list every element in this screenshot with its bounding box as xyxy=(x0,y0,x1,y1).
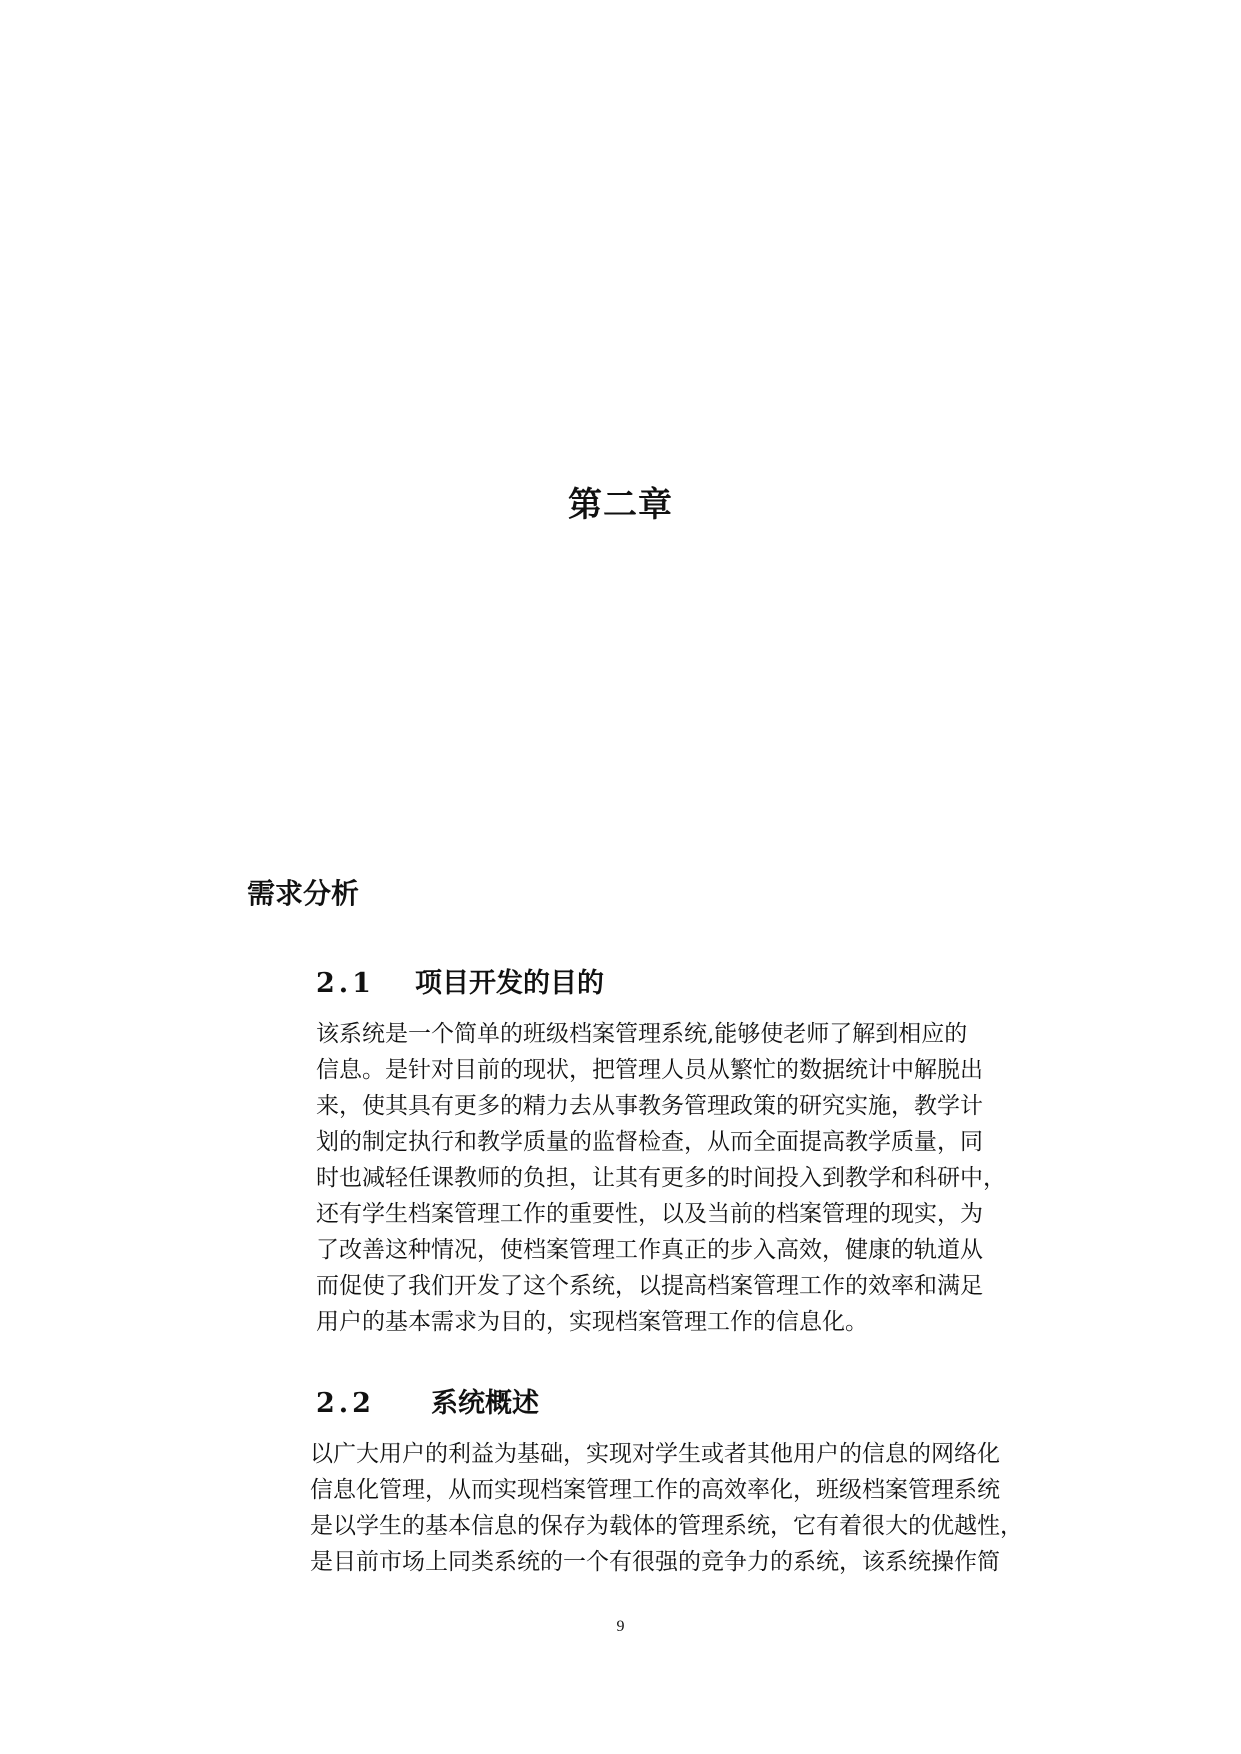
paragraph-line: 来，使其具有更多的精力去从事教务管理政策的研究实施，教学计 xyxy=(316,1093,983,1119)
paragraph-line: 是目前市场上同类系统的一个有很强的竞争力的系统，该系统操作简 xyxy=(310,1549,1000,1575)
paragraph-line: 了改善这种情况，使档案管理工作真正的步入高效，健康的轨道从 xyxy=(316,1237,983,1263)
paragraph-line: 用户的基本需求为目的，实现档案管理工作的信息化。 xyxy=(316,1309,868,1335)
paragraph-line: 而促使了我们开发了这个系统，以提高档案管理工作的效率和满足 xyxy=(316,1273,983,1299)
page-number: 9 xyxy=(616,1618,625,1635)
paragraph-line: 该系统是一个简单的班级档案管理系统,能够使老师了解到相应的 xyxy=(316,1021,968,1047)
paragraph-line: 信息化管理，从而实现档案管理工作的高效率化，班级档案管理系统 xyxy=(310,1477,1000,1503)
paragraph-line: 以广大用户的利益为基础，实现对学生或者其他用户的信息的网络化 xyxy=(310,1441,1000,1467)
paragraph-line: 时也减轻任课教师的负担，让其有更多的时间投入到教学和科研中， xyxy=(316,1165,1006,1191)
chapter-title: 第二章 xyxy=(568,485,673,525)
paragraph-2-2 xyxy=(310,1436,1050,1580)
subsection-heading-2-1 xyxy=(316,966,604,1002)
paragraph-line: 信息。是针对目前的现状，把管理人员从繁忙的数据统计中解脱出 xyxy=(316,1057,983,1083)
subsection-number: 2.1 xyxy=(316,968,375,999)
paragraph-line: 划的制定执行和教学质量的监督检查，从而全面提高教学质量，同 xyxy=(316,1129,983,1155)
section-heading: 需求分析 xyxy=(247,877,360,910)
subsection-title: 系统概述 xyxy=(430,1388,539,1419)
subsection-title: 项目开发的目的 xyxy=(414,968,604,999)
paragraph-line: 还有学生档案管理工作的重要性，以及当前的档案管理的现实，为 xyxy=(316,1201,983,1227)
paragraph-2-1 xyxy=(316,1016,1046,1340)
paragraph-line: 是以学生的基本信息的保存为载体的管理系统，它有着很大的优越性， xyxy=(310,1513,1023,1539)
subsection-number: 2.2 xyxy=(316,1388,375,1419)
subsection-heading-2-2 xyxy=(316,1386,539,1422)
